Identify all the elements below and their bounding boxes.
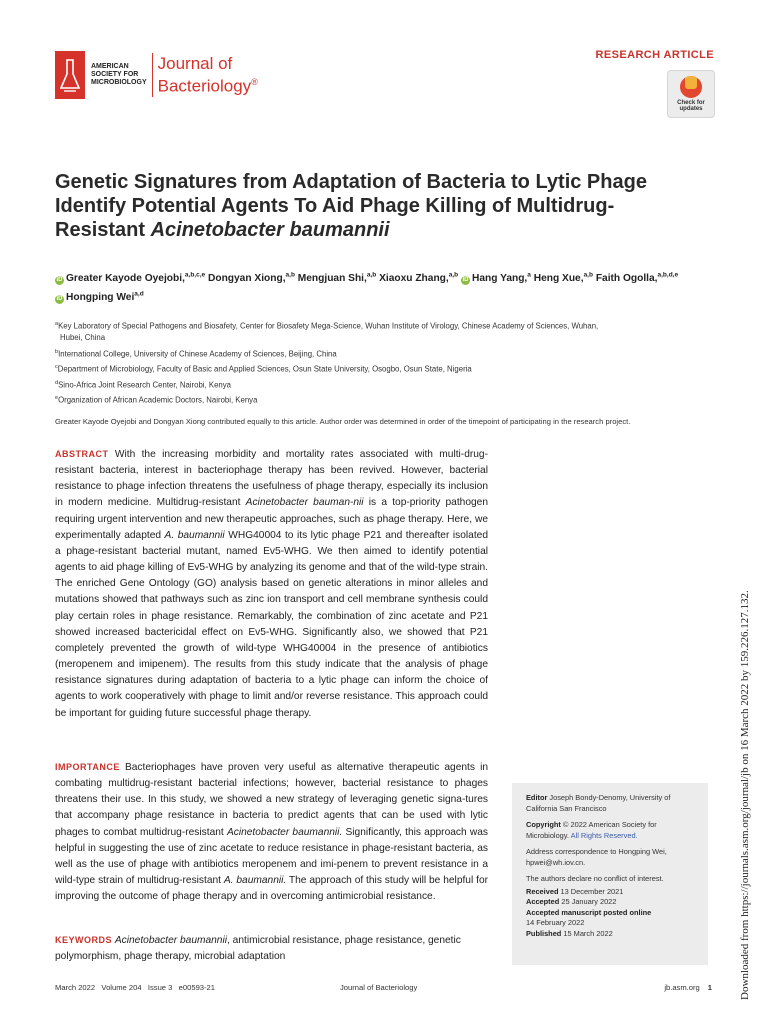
affiliation: $^a$Key Laboratory of Special Pathogens and Biosafety, Center for Biosafety Mega-Science, Wuhan Institute of Virology, Chinese Academy of Sciences, Wuhan, Hubei, China [55,321,599,342]
abstract: ABSTRACT With the increasing morbidity and mortality rates associated with multi-drug-resistant bacteria, interest in bacteriophage therapy has been revived. However, bacterial resistance to phage infection threatens the usefulness of phage therapy, especially its inclusion in modern medicine. Multidrug-resistant Acinetobacter bauman-nii is a top-priority pathogen requiring urgent intervention and new therapeutic approaches, such as phage therapy. Here, we experimentally adapted A. baumannii WHG40004 to its lytic phage P21 and thereafter isolated a phage-resistant bacterial mutant, named Ev5-WHG. We then aimed to identify potential agents to aid phage killing of Ev5-WHG by analyzing its genome and that of the wild-type strain. The enriched Gene Ontology (GO) analysis based on genetic alterations in minor alleles and mutations showed that pathways such as zinc ion transport and cell membrane synthesis could play certain roles in phage resistance. Remarkably, the combination of zinc acetate and P21 showed increased bactericidal effect on Ev5-WHG. Significantly also, we showed that P21 completely prevented the growth of wild-type WHG40004 in the presence of antibiotics (meropenem and imipenem). The results from this study indicate that the analysis of phage resistance signatures during adaptation of bacteria to a lytic phage can inform the choice of agents to work cooperatively with phage to limit and/or reverse resistance. This approach could be important for guiding future successful phage therapy. [55,449,489,719]
publisher-name: AMERICAN SOCIETY FOR MICROBIOLOGY [91,63,147,86]
orcid-icon[interactable]: iD [56,295,63,302]
published-date: Published 15 March 2022 [526,928,613,938]
affiliation: $^e$Organization of African Academic Doctors, Nairobi, Kenya [55,395,258,405]
author[interactable]: iD Hongping Wei$^{a,d}$ [56,290,144,303]
check-for-updates-label: Check for updates [677,100,705,112]
posted-label: Accepted manuscript posted online [526,907,652,917]
footer-journal: Journal of Bacteriology [340,983,418,992]
article-title: Genetic Signatures from Adaptation of Bacteria to Lytic Phage Identify Potential Agents To Aid Phage Killing of Multidrug- Resistant Acinetobacter baumannii [55,171,647,241]
orcid-icon[interactable]: iD [56,277,63,284]
contribution-note: Greater Kayode Oyejobi and Dongyan Xiong contributed equally to this article. Author order was determined in order of the timepoint of participating in the research project. [55,417,631,426]
received-date: Received 13 December 2021 [526,886,624,896]
importance-label: IMPORTANCE [55,762,120,772]
footer-site [664,983,712,992]
conflict-statement: The authors declare no conflict of interest. [526,874,664,883]
check-for-updates-button[interactable] [667,70,715,118]
footer-citation: March 2022 Volume 204 Issue 3 e00593-21 [55,983,215,992]
accepted-date: Accepted 25 January 2022 [526,897,617,906]
logo-divider [152,53,153,97]
asm-flask-icon [55,51,85,99]
rights-link[interactable]: All Rights Reserved. [570,830,638,840]
copyright-info: Copyright © 2022 American Society for Microbiology. All Rights Reserved. [526,820,657,840]
page-number: 1 [707,983,712,992]
author: Heng Xue,$^{a,b}$ [533,272,593,285]
affiliation: $^d$Sino-Africa Joint Research Center, Nairobi, Kenya [55,380,231,390]
posted-date: 14 February 2022 [526,918,585,927]
bookmark-icon [680,76,702,98]
author-list [55,268,720,305]
abstract-label: ABSTRACT [55,449,109,459]
author: Xiaoxu Zhang,$^{a,b}$ [379,272,459,285]
correspondence: Address correspondence to Hongping Wei, hpwei@wh.iov.cn. [526,847,667,867]
importance: IMPORTANCE Bacteriophages have proven very useful as alternative therapeutic agents in combating multidrug-resistant bacterial infections; however, bacterial resistance to phages threatens their use. In this study, we showed a new strategy of leveraging genetic signa-tures that accompany phage resistance in bacteria to predict agents that can be used with lytic phages to combat multidrug-resistant Acinetobacter baumannii. Significantly, this approach was helpful in suggesting the use of zinc acetate to reduce resistance in phage-resistant bacteria, as well as the use of phage with antibiotics meropenem and imi-penem to prevent resistance in a wild-type strain of multidrug-resistant A. baumannii. The approach of this study will be helpful for improving the outcome of phage therapy and in overcoming antimicrobial resistance. [55,762,488,903]
author: Mengjuan Shi,$^{a,b}$ [297,272,377,285]
author: Dongyan Xiong,$^{a,b}$ [207,272,295,285]
article-info-box [512,783,708,965]
author: Faith Ogolla,$^{a,b,d,e}$ [595,272,679,285]
keywords-label: KEYWORDS [55,935,113,945]
editor-info: Editor Joseph Bondy-Denomy, University of California San Francisco [526,793,671,813]
affiliation: $^b$International College, University of Chinese Academy of Sciences, Beijing, China [55,349,337,359]
article-type-label: RESEARCH ARTICLE [595,49,714,61]
affiliation: $^c$Department of Microbiology, Faculty of Basic and Applied Sciences, Osun State University, Osogbo, Osun State, Nigeria [55,364,472,374]
journal-website-link[interactable]: jb.asm.org [664,983,700,992]
author[interactable]: iD Greater Kayode Oyejobi,$^{a,b,c,e}$ [56,272,206,285]
journal-logo [55,50,258,100]
orcid-icon[interactable]: iD [462,277,469,284]
keywords: KEYWORDS Acinetobacter baumannii, antimicrobial resistance, phage resistance, genetic polymorphism, phage therapy, microbial adaptation [55,935,461,962]
journal-name: Journal of Bacteriology® [157,53,258,96]
download-watermark: Downloaded from https://journals.asm.org/journal/jb on 16 March 2022 by 159.226.127.132. [739,590,751,1000]
author[interactable]: iD Hang Yang,$^a$ [462,272,531,285]
